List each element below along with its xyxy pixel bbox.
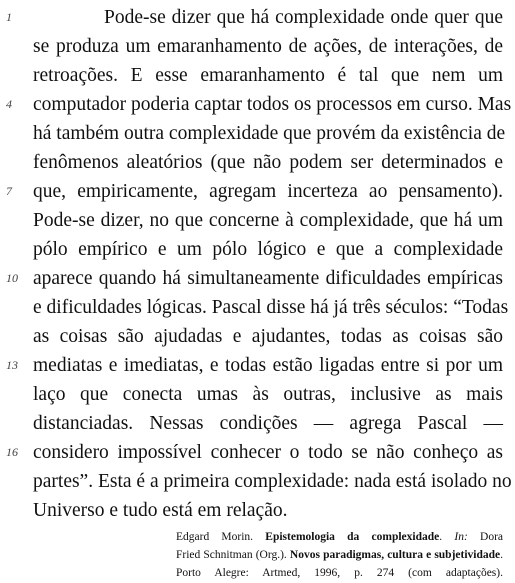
text-line [0, 467, 515, 496]
citation-author: Edgard Morin. [176, 531, 254, 543]
citation-line-2: Fried Schnitman (Org.). Novos paradigmas, cultura e subjetividade. [176, 549, 504, 561]
line-text: retroações. E esse emaranhamento é tal que nem um [33, 65, 503, 86]
line-text: as coisas são ajudadas e ajudantes, todas as coisas são [33, 326, 503, 347]
text-line [0, 409, 515, 438]
line-text: fenômenos aleatórios (que não podem ser determinados e [33, 152, 503, 173]
text-line [0, 119, 515, 148]
line-text: Universo e tudo está em relação. [33, 500, 288, 521]
text-line [0, 3, 515, 32]
text-line [0, 32, 515, 61]
citation-line-1: Edgard Morin. Epistemologia da complexidade. In: Dora [176, 531, 504, 543]
text-line [0, 177, 515, 206]
text-line [0, 90, 515, 119]
citation-editor: Fried Schnitman (Org.). [176, 549, 287, 561]
citation-in-author: Dora [480, 531, 504, 543]
line-text: computador poderia captar todos os processos em curso. Mas [33, 94, 512, 115]
text-line [0, 61, 515, 90]
line-number: 13 [6, 358, 18, 372]
line-text: mediatas e imediatas, e todas estão ligadas entre si por um [33, 355, 503, 376]
text-line [0, 264, 515, 293]
text-line [0, 148, 515, 177]
citation-in-label: In: [454, 531, 468, 543]
citation-book: Novos paradigmas, cultura e subjetividade [289, 549, 501, 561]
citation-line-3 [176, 563, 503, 583]
text-line [0, 380, 515, 409]
citation-title: Epistemologia da complexidade [265, 531, 440, 543]
line-text: laço que conecta umas às outras, inclusive as mais [33, 384, 503, 405]
line-number: 1 [6, 10, 12, 24]
line-text: distanciadas. Nessas condições — agrega Pascal — [33, 413, 503, 434]
line-text: se produza um emaranhamento de ações, de interações, de [33, 36, 503, 57]
line-number: 7 [6, 184, 12, 198]
line-text: partes”. Esta é a primeira complexidade: nada está isolado no [33, 471, 512, 492]
text-line [0, 293, 515, 322]
text-line [0, 235, 515, 264]
line-number: 10 [6, 271, 18, 285]
text-line [0, 351, 515, 380]
line-text: considero impossível conhecer o todo se não conheço as [33, 442, 503, 463]
text-line [0, 206, 515, 235]
text-line [0, 322, 515, 351]
line-number: 16 [6, 445, 18, 459]
line-text: aparece quando há simultaneamente dificuldades empíricas [33, 268, 503, 289]
line-text: Pode-se dizer, no que concerne à complexidade, que há um [33, 210, 503, 231]
text-line [0, 496, 515, 525]
line-text: e dificuldades lógicas. Pascal disse há já três séculos: “Todas [33, 297, 509, 318]
text-line [0, 438, 515, 467]
line-number: 4 [6, 97, 12, 111]
line-text: pólo empírico e um pólo lógico e que a complexidade [33, 239, 503, 260]
line-text: há também outra complexidade que provém da existência de [33, 123, 506, 144]
line-text: Pode-se dizer que há complexidade onde quer que [104, 7, 503, 28]
citation-publisher: Porto Alegre: Artmed, 1996, p. 274 (com adaptações). [176, 567, 503, 579]
line-text: que, empiricamente, agregam incerteza ao pensamento). [33, 181, 503, 202]
